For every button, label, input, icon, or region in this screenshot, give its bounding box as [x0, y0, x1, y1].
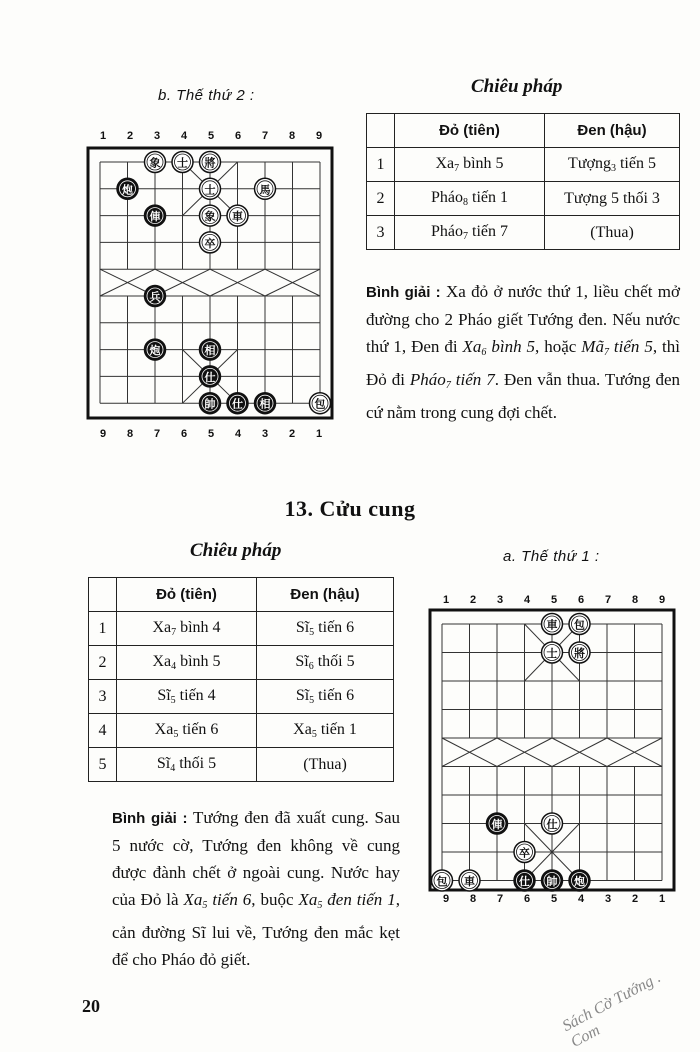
- board-coordinate: 5: [551, 594, 558, 606]
- black-move: (Thua): [257, 748, 394, 782]
- xiangqi-piece: [255, 178, 276, 199]
- black-move: (Thua): [545, 216, 680, 250]
- red-move: $Sĩ_4$ thối 5: [117, 748, 257, 782]
- piece-label: 車: [232, 210, 243, 224]
- piece-label: 士: [546, 647, 558, 660]
- table-header-row: [367, 114, 680, 148]
- piece-label: 相: [259, 397, 271, 411]
- table-row: [89, 714, 394, 748]
- board-coordinate: 3: [262, 428, 269, 440]
- board-bottom-numbers: 9 8 7 6 5 4 3 2 1: [443, 893, 666, 905]
- move-number: 2: [89, 646, 117, 680]
- move-number: 3: [89, 680, 117, 714]
- piece-label: 帥: [546, 875, 558, 888]
- piece-label: 將: [204, 156, 216, 170]
- position-2-caption: b. Thế thứ 2 :: [158, 87, 255, 104]
- piece-label: 士: [204, 183, 216, 197]
- piece-label: 包: [436, 875, 448, 888]
- xiangqi-piece: [569, 642, 590, 663]
- board-bottom-numbers: 9 8 7 6 5 4 3 2 1: [100, 428, 323, 440]
- commentary-lead: Bình giải :: [366, 284, 441, 301]
- table-row: [367, 216, 680, 250]
- piece-label: 包: [574, 618, 585, 632]
- commentary-2: Bình giải : Tướng đen đã xuất cung. Sau 5 nước cờ, Tướng đen không về cung được đành chết ở ngoài cung. Nước hay của Đỏ là $Xa_5$ tiến 6, buộc $Xa_5$ đen tiến 1, cản đường Sĩ lui về, Tướng đen mắc kẹt để cho Pháo đỏ giết.: [112, 808, 400, 969]
- board-coordinate: 2: [632, 893, 639, 905]
- river: [442, 738, 662, 767]
- board-coordinate: 6: [181, 428, 188, 440]
- red-move: $Xa_7$ bình 5: [395, 148, 545, 182]
- board-coordinate: 2: [127, 130, 134, 142]
- piece-label: 仕: [546, 818, 558, 831]
- board-coordinate: 3: [605, 893, 612, 905]
- board-coordinate: 7: [262, 130, 269, 142]
- watermark-logo: Sách Cờ Tướng . Com: [559, 969, 664, 1051]
- xiangqi-board-position-1: [428, 608, 676, 892]
- board-coordinate: 4: [524, 594, 531, 606]
- table-row: [89, 680, 394, 714]
- xiangqi-piece: [459, 870, 480, 891]
- xiangqi-piece: [200, 393, 221, 414]
- piece-label: 卒: [204, 236, 216, 250]
- xiangqi-piece: [227, 205, 248, 226]
- black-header: Đen (hậu): [257, 578, 394, 612]
- xiangqi-piece: [200, 339, 221, 360]
- xiangqi-piece: [145, 339, 166, 360]
- index-header: [367, 114, 395, 148]
- black-move: $Sĩ_5$ tiến 6: [257, 680, 394, 714]
- river: [100, 269, 320, 296]
- board-coordinate: 2: [289, 428, 296, 440]
- xiangqi-piece: [200, 178, 221, 199]
- black-move: Tượng 5 thối 3: [545, 182, 680, 216]
- board-coordinate: 5: [208, 130, 215, 142]
- xiangqi-piece: [117, 178, 138, 199]
- move-number: 1: [367, 148, 395, 182]
- piece-label: 兵: [149, 290, 161, 304]
- red-move: $Xa_4$ bình 5: [117, 646, 257, 680]
- piece-label: 帥: [204, 397, 216, 411]
- move-number: 1: [89, 612, 117, 646]
- moves-table-1-title: Chiêu pháp: [471, 76, 563, 97]
- xiangqi-piece: [542, 642, 563, 663]
- index-header: [89, 578, 117, 612]
- xiangqi-piece: [542, 870, 563, 891]
- red-move: $Xa_5$ tiến 6: [117, 714, 257, 748]
- moves-table-2-title: Chiêu pháp: [190, 540, 282, 561]
- black-move: $Xa_5$ tiến 1: [257, 714, 394, 748]
- red-header: Đỏ (tiên): [395, 114, 545, 148]
- board-coordinate: 7: [605, 594, 612, 606]
- xiangqi-piece: [200, 366, 221, 387]
- board-top-numbers: 1 2 3 4 5 6 7 8 9: [443, 594, 666, 606]
- table-row: [89, 646, 394, 680]
- xiangqi-piece: [432, 870, 453, 891]
- piece-label: 俥: [491, 818, 503, 831]
- table-row: [367, 148, 680, 182]
- page-number: 20: [82, 996, 100, 1016]
- xiangqi-piece: [255, 393, 276, 414]
- piece-label: 卒: [519, 846, 530, 860]
- xiangqi-piece: [569, 870, 590, 891]
- board-coordinate: 7: [497, 893, 504, 905]
- move-number: 2: [367, 182, 395, 216]
- piece-label: 車: [546, 618, 558, 632]
- black-move: $Sĩ_6$ thối 5: [257, 646, 394, 680]
- table-row: [89, 612, 394, 646]
- board-coordinate: 6: [524, 893, 531, 905]
- red-move: $Xa_7$ bình 4: [117, 612, 257, 646]
- board-coordinate: 6: [578, 594, 585, 606]
- board-coordinate: 5: [551, 893, 558, 905]
- board-coordinate: 6: [235, 130, 242, 142]
- piece-label: 將: [574, 647, 585, 660]
- xiangqi-piece: [227, 393, 248, 414]
- board-top-numbers: 1 2 3 4 5 6 7 8 9: [100, 130, 323, 142]
- piece-label: 相: [204, 344, 216, 358]
- piece-label: 炮: [122, 183, 133, 197]
- xiangqi-piece: [145, 286, 166, 307]
- red-move: Pháo$_8$ tiến 1: [395, 182, 545, 216]
- table-row: [89, 748, 394, 782]
- piece-label: 馬: [259, 183, 271, 197]
- board-coordinate: 4: [578, 893, 585, 905]
- xiangqi-piece: [145, 205, 166, 226]
- xiangqi-piece: [200, 205, 221, 226]
- xiangqi-piece: [514, 842, 535, 863]
- board-coordinate: 4: [235, 428, 242, 440]
- red-move: Pháo$_7$ tiến 7: [395, 216, 545, 250]
- board-coordinate: 8: [632, 594, 639, 606]
- piece-label: 象: [204, 210, 216, 224]
- table-header-row: [89, 578, 394, 612]
- board-coordinate: 8: [127, 428, 134, 440]
- xiangqi-piece: [310, 393, 331, 414]
- xiangqi-piece: [200, 232, 221, 253]
- xiangqi-piece: [487, 813, 508, 834]
- table-row: [367, 182, 680, 216]
- piece-label: 仕: [232, 397, 243, 411]
- piece-label: 俥: [149, 210, 161, 224]
- xiangqi-piece: [542, 614, 563, 635]
- black-header: Đen (hậu): [545, 114, 680, 148]
- xiangqi-board-position-2: [86, 146, 334, 420]
- board-coordinate: 7: [154, 428, 161, 440]
- moves-table-1: [366, 113, 680, 250]
- board-coordinate: 5: [208, 428, 215, 440]
- move-number: 5: [89, 748, 117, 782]
- board-coordinate: 2: [470, 594, 477, 606]
- xiangqi-piece: [542, 813, 563, 834]
- commentary-lead: Bình giải :: [112, 810, 188, 827]
- board-coordinate: 1: [100, 130, 107, 142]
- red-move: $Sĩ_5$ tiến 4: [117, 680, 257, 714]
- black-move: $Sĩ_5$ tiến 6: [257, 612, 394, 646]
- move-number: 4: [89, 714, 117, 748]
- board-coordinate: 8: [289, 130, 296, 142]
- moves-table-2: [88, 577, 394, 782]
- piece-label: 包: [314, 397, 326, 411]
- xiangqi-piece: [569, 614, 590, 635]
- piece-label: 士: [177, 156, 188, 170]
- xiangqi-piece: [200, 152, 221, 173]
- section-title: 13. Cửu cung: [284, 496, 416, 521]
- board-coordinate: 9: [443, 893, 450, 905]
- black-move: Tượng$_3$ tiến 5: [545, 148, 680, 182]
- piece-label: 仕: [519, 875, 530, 888]
- board-coordinate: 3: [154, 130, 161, 142]
- board-coordinate: 3: [497, 594, 504, 606]
- xiangqi-piece: [172, 152, 193, 173]
- piece-label: 象: [149, 156, 161, 170]
- piece-label: 車: [464, 875, 475, 888]
- piece-label: 仕: [204, 370, 216, 384]
- move-number: 3: [367, 216, 395, 250]
- board-coordinate: 9: [100, 428, 107, 440]
- board-coordinate: 8: [470, 893, 477, 905]
- board-coordinate: 4: [181, 130, 188, 142]
- xiangqi-piece: [514, 870, 535, 891]
- piece-label: 炮: [149, 344, 161, 358]
- red-header: Đỏ (tiên): [117, 578, 257, 612]
- xiangqi-piece: [145, 152, 166, 173]
- commentary-1: Bình giải : Xa đỏ ở nước thứ 1, liều chết mở đường cho 2 Pháo giết Tướng đen. Nếu nước thứ 1, Đen đi $Xa_6$ bình 5, hoặc $Mã_7$ tiến 5, thì Đỏ đi Pháo$_7$ tiến 7. Đen vẫn thua. Tướng đen cứ nằm trong cung đợi chết.: [366, 282, 681, 422]
- position-1-caption: a. Thế thứ 1 :: [503, 548, 600, 565]
- board-coordinate: 1: [443, 594, 450, 606]
- piece-label: 炮: [574, 875, 585, 888]
